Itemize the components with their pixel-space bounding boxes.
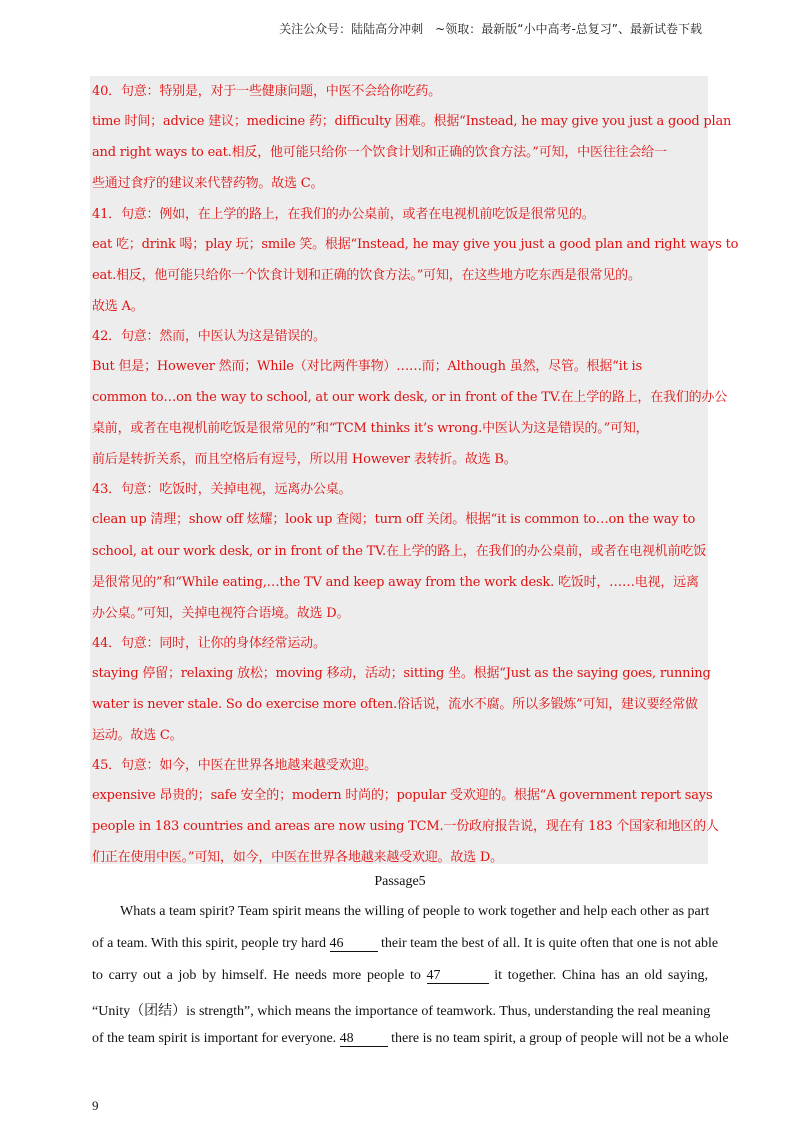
analysis-line: clean up 清理；show off 炫耀；look up 查阅；turn off 关闭。根据“it is common to…on the way to — [92, 512, 696, 527]
analysis-line: 运动。故选 C。 — [92, 728, 183, 743]
page-header: 关注公众号：陆陆高分冲刺 ~领取：最新版“小中高考-总复习”、最新试卷下载 — [279, 22, 702, 36]
passage-text: to carry out a job by himself. He needs more people to — [92, 968, 421, 983]
blank-48: 48 — [340, 1032, 388, 1047]
analysis-line: 前后是转折关系，而且空格后有逗号，所以用 However 表转折。故选 B。 — [92, 452, 517, 467]
analysis-line: school, at our work desk, or in front of the TV.在上学的路上，在我们的办公桌前，或者在电视机前吃饭 — [92, 544, 706, 559]
analysis-line: 44．句意：同时，让你的身体经常运动。 — [92, 636, 326, 651]
passage-line — [92, 968, 708, 984]
analysis-line: 43．句意：吃饭时，关掉电视，远离办公桌。 — [92, 482, 352, 497]
analysis-line: and right ways to eat.相反，他可能只给你一个饮食计划和正确的饮食方法。”可知，中医往往会给一 — [92, 145, 667, 160]
analysis-line: eat.相反，他可能只给你一个饮食计划和正确的饮食方法。”可知，在这些地方吃东西是很常见的。 — [92, 268, 641, 283]
analysis-line: But 但是；However 然而；While（对比两件事物）……而；Although 虽然，尽管。根据“it is — [92, 359, 642, 374]
passage-title: Passage5 — [374, 874, 426, 889]
passage-line: Whats a team spirit? Team spirit means the willing of people to work together and help each other as part — [120, 904, 710, 919]
passage-text: it together. China has an old saying, — [494, 968, 708, 983]
analysis-line: 些通过食疗的建议来代替药物。故选 C。 — [92, 176, 324, 191]
analysis-line: 桌前，或者在电视机前吃饭是很常见的”和“TCM thinks it’s wrong.中医认为这是错误的。”可知， — [92, 421, 649, 436]
blank-46: 46 — [330, 937, 378, 952]
passage-text: of the team spirit is important for everyone. — [92, 1031, 337, 1046]
analysis-line: 41．句意：例如，在上学的路上，在我们的办公桌前，或者在电视机前吃饭是很常见的。 — [92, 207, 595, 222]
analysis-line: eat 吃；drink 喝；play 玩；smile 笑。根据“Instead, he may give you just a good plan and right ways to — [92, 237, 739, 252]
analysis-line: expensive 昂贵的；safe 安全的；modern 时尚的；popular 受欢迎的。根据“A government report says — [92, 788, 713, 803]
analysis-line: people in 183 countries and areas are now using TCM.一份政府报告说，现在有 183 个国家和地区的人 — [92, 819, 719, 834]
analysis-line: time 时间；advice 建议；medicine 药；difficulty 困难。根据“Instead, he may give you just a good plan — [92, 114, 732, 129]
blank-47: 47 — [427, 969, 489, 984]
analysis-line: 故选 A。 — [92, 299, 144, 314]
passage-line: “Unity（团结）is strength”, which means the importance of teamwork. Thus, understanding the real meaning — [92, 1004, 711, 1019]
analysis-line: 办公桌。”可知，关掉电视符合语境。故选 D。 — [92, 606, 350, 621]
analysis-line: water is never stale. So do exercise more often.俗话说，流水不腐。所以多锻炼”可知，建议要经常做 — [92, 697, 698, 712]
answer-analysis-panel — [90, 76, 739, 864]
analysis-line: 40．句意：特别是，对于一些健康问题，中医不会给你吃药。 — [92, 84, 441, 99]
passage-line — [92, 1031, 729, 1047]
passage-text: of a team. With this spirit, people try hard — [92, 936, 327, 951]
analysis-line: 们正在使用中医。”可知，如今，中医在世界各地越来越受欢迎。故选 D。 — [92, 850, 503, 865]
passage-text: there is no team spirit, a group of people will not be a whole — [391, 1031, 729, 1046]
analysis-line: 是很常见的”和“While eating,…the TV and keep away from the work desk. 吃饭时，……电视，远离 — [92, 575, 699, 590]
analysis-line: common to…on the way to school, at our work desk, or in front of the TV.在上学的路上，在我们的办公 — [92, 390, 728, 405]
analysis-line: staying 停留；relaxing 放松；moving 移动，活动；sitting 坐。根据“Just as the saying goes, running — [92, 666, 711, 681]
analysis-line: 42．句意：然而，中医认为这是错误的。 — [92, 329, 326, 344]
analysis-line: 45．句意：如今，中医在世界各地越来越受欢迎。 — [92, 758, 377, 773]
page-number: 9 — [92, 1098, 99, 1113]
passage-text: their team the best of all. It is quite often that one is not able — [381, 936, 719, 951]
passage-line — [92, 936, 719, 952]
